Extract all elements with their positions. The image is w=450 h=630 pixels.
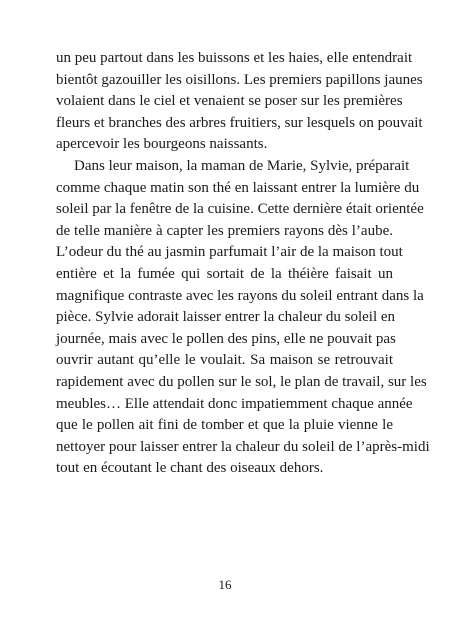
text-line: volaient dans le ciel et venaient se poser sur les premières <box>56 93 403 110</box>
text-line: nettoyer pour laisser entrer la chaleur du soleil de l’après-midi <box>56 438 430 455</box>
text-line: bientôt gazouiller les oisillons. Les premiers papillons jaunes <box>56 71 423 88</box>
body-text <box>56 48 430 480</box>
text-line: de telle manière à capter les premiers rayons dès l’aube. <box>56 222 393 239</box>
text-line: un peu partout dans les buissons et les haies, elle entendrait <box>56 50 413 66</box>
text-line: soleil par la fenêtre de la cuisine. Cette dernière était orientée <box>56 201 424 218</box>
text-line: entière et la fumée qui sortait de la théière faisait un <box>56 265 393 282</box>
text-line: ouvrir autant qu’elle le voulait. Sa maison se retrouvait <box>56 352 393 369</box>
text-line: rapidement avec du pollen sur le sol, le plan de travail, sur les <box>56 373 427 390</box>
text-line: que le pollen ait fini de tomber et que la pluie vienne le <box>56 417 393 434</box>
text-line: comme chaque matin son thé en laissant entrer la lumière du <box>56 179 420 196</box>
text-line: L’odeur du thé au jasmin parfumait l’air de la maison tout <box>56 244 403 261</box>
text-line: apercevoir les bourgeons naissants. <box>56 136 268 153</box>
text-line: meubles… Elle attendait donc impatiemment chaque année <box>56 395 413 412</box>
text-line: journée, mais avec le pollen des pins, elle ne pouvait pas <box>56 330 396 347</box>
text-line: tout en écoutant le chant des oiseaux dehors. <box>56 460 324 477</box>
page-number: 16 <box>218 577 232 592</box>
text-line: Dans leur maison, la maman de Marie, Sylvie, préparait <box>74 157 410 174</box>
text-line: magnifique contraste avec les rayons du soleil entrant dans la <box>56 287 424 304</box>
text-line: pièce. Sylvie adorait laisser entrer la chaleur du soleil en <box>56 309 396 326</box>
paragraph-2 <box>56 156 430 480</box>
text-line: fleurs et branches des arbres fruitiers, sur lesquels on pouvait <box>56 114 423 131</box>
paragraph-1 <box>56 48 423 156</box>
